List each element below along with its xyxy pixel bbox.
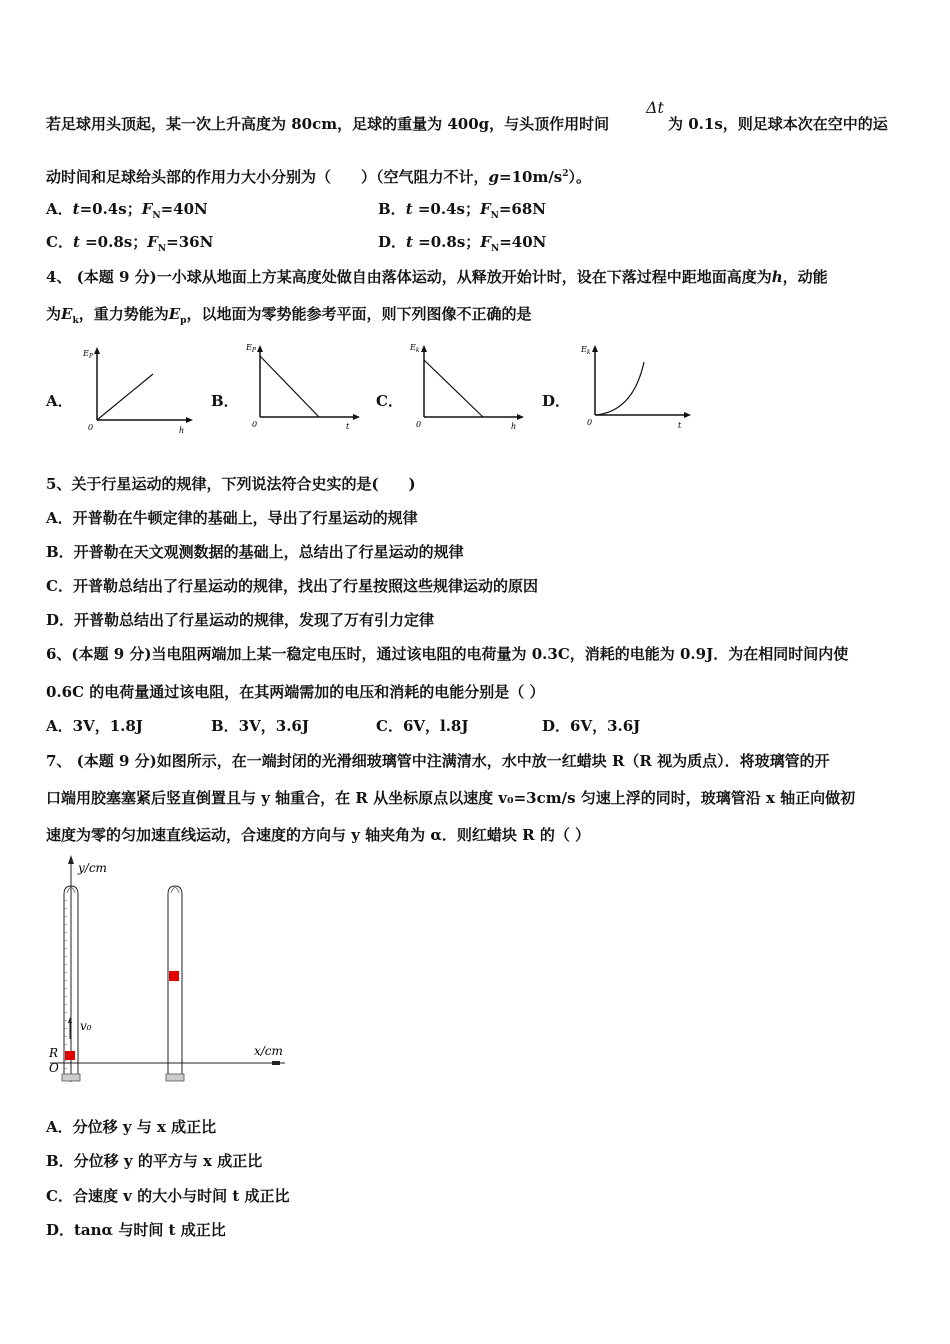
q7-option-d[interactable]: D．tanα 与时间 t 成正比: [46, 1221, 226, 1239]
svg-text:O: O: [49, 1061, 59, 1075]
y-arrow: [68, 855, 74, 864]
q3-option-b[interactable]: B．t =0.4s；$F_N=68N$: [378, 200, 547, 221]
q7-line-3: 速度为零的匀加速直线运动，合速度的方向与 y 轴夹角为 α．则红蜡块 R 的（ ）: [46, 826, 591, 844]
q5-option-a[interactable]: A．开普勒在牛顿定律的基础上，导出了行星运动的规律: [46, 509, 418, 527]
q6-line-1: 6、(本题 9 分)当电阻两端加上某一稳定电压时，通过该电阻的电荷量为 0.3C，消耗的电能为 0.9J．为在相同时间内使: [46, 645, 849, 663]
q7-line-1: 7、 (本题 9 分)如图所示，在一端封闭的光滑细玻璃管中注满清水，水中放一红蜡块 R（R 视为质点）．将玻璃管的开: [46, 752, 830, 770]
q3-option-a[interactable]: A．t=0.4s；$F_N=40N$: [46, 200, 208, 221]
svg-text:R: R: [49, 1046, 59, 1060]
svg-text:t: t: [678, 421, 682, 430]
q6-option-c[interactable]: C．6V，l.8J: [376, 717, 469, 735]
y-axis-label: y/cm: [78, 861, 107, 875]
q3-option-d[interactable]: D．t =0.8s；$F_N=40N$: [378, 233, 547, 254]
delta-t-symbol: Δt: [646, 98, 664, 117]
q4-graph-b-label[interactable]: B．: [211, 392, 239, 410]
svg-text:0: 0: [587, 418, 593, 427]
curve: [260, 356, 319, 417]
q3-option-c[interactable]: C．t =0.8s；$F_N=36N$: [46, 233, 214, 254]
q4-graph-a-label[interactable]: A．: [46, 392, 73, 410]
curve: [424, 360, 483, 417]
q4-graph-c: [407, 338, 527, 433]
svg-text:t: t: [346, 422, 350, 431]
x-axis-label: x/cm: [254, 1044, 283, 1058]
q4-graph-a: [80, 342, 200, 437]
q4-graph-b: [243, 338, 363, 433]
x-arrow: [186, 417, 193, 423]
svg-text:Ek: $E_k$: [410, 343, 420, 354]
q3-line-1b: 为 0.1s，则足球本次在空中的运: [668, 115, 888, 133]
y-arrow: [94, 347, 100, 354]
svg-text:0: 0: [416, 420, 422, 429]
q5-stem: 5、关于行星运动的规律，下列说法符合史实的是( ): [46, 475, 416, 493]
tube-left: [48, 886, 92, 1081]
curve: [97, 374, 153, 420]
y-label: $E_P$: [83, 349, 93, 360]
svg-text:v₀: v₀: [80, 1019, 92, 1033]
q5-option-c[interactable]: C．开普勒总结出了行星运动的规律，找出了行星按照这些规律运动的原因: [46, 577, 538, 595]
q4-graph-d: [578, 336, 698, 431]
svg-text:Ek: $E_k$: [581, 345, 591, 356]
q7-option-c[interactable]: C．合速度 v 的大小与时间 t 成正比: [46, 1187, 290, 1205]
red-wax-block: [169, 971, 179, 981]
q7-option-b[interactable]: B．分位移 y 的平方与 x 成正比: [46, 1152, 263, 1170]
curve: [595, 362, 644, 415]
origin-label: 0: [88, 423, 94, 432]
x-arrow: [272, 1061, 280, 1065]
q7-line-2: 口端用胶塞塞紧后竖直倒置且与 y 轴重合，在 R 从坐标原点以速度 v₀=3cm/s 匀速上浮的同时，玻璃管沿 x 轴正向做初: [46, 789, 856, 807]
tube-right: [166, 886, 184, 1081]
q6-option-b[interactable]: B．3V，3.6J: [211, 717, 309, 735]
q6-option-d[interactable]: D．6V，3.6J: [542, 717, 641, 735]
q4-graph-d-label[interactable]: D．: [542, 392, 571, 410]
q4-line-2: 为$E_k$，重力势能为$E_p$，以地面为零势能参考平面，则下列图像不正确的是: [46, 305, 532, 326]
q4-graph-c-label[interactable]: C．: [376, 392, 403, 410]
svg-text:0: 0: [252, 420, 258, 429]
q7-option-a[interactable]: A．分位移 y 与 x 成正比: [46, 1118, 217, 1136]
q3-line-2: 动时间和足球给头部的作用力大小分别为（ ）（空气阻力不计，$g=10m/s^2$）。: [46, 168, 592, 186]
red-wax-block: [65, 1051, 75, 1060]
q3-text-1a: 若足球用头顶起，某一次上升高度为 80cm，足球的重量为 400g，与头顶作用时间: [46, 115, 610, 133]
q5-option-b[interactable]: B．开普勒在天文观测数据的基础上，总结出了行星运动的规律: [46, 543, 464, 561]
q5-option-d[interactable]: D．开普勒总结出了行星运动的规律，发现了万有引力定律: [46, 611, 435, 629]
svg-text:h: h: [511, 422, 517, 431]
x-label: h: [179, 426, 185, 435]
q6-option-a[interactable]: A．3V，1.8J: [46, 717, 143, 735]
q3-line-1: [46, 114, 609, 134]
svg-text:EP: $E_P$: [246, 343, 256, 354]
q7-tube-figure: [40, 852, 300, 1097]
q6-line-2: 0.6C 的电荷量通过该电阻，在其两端需加的电压和消耗的电能分别是（ ）: [46, 683, 545, 701]
q4-line-1: 4、 (本题 9 分)一小球从地面上方某高度处做自由落体运动，从释放开始计时，设在下落过程中距地面高度为h，动能: [46, 268, 828, 286]
